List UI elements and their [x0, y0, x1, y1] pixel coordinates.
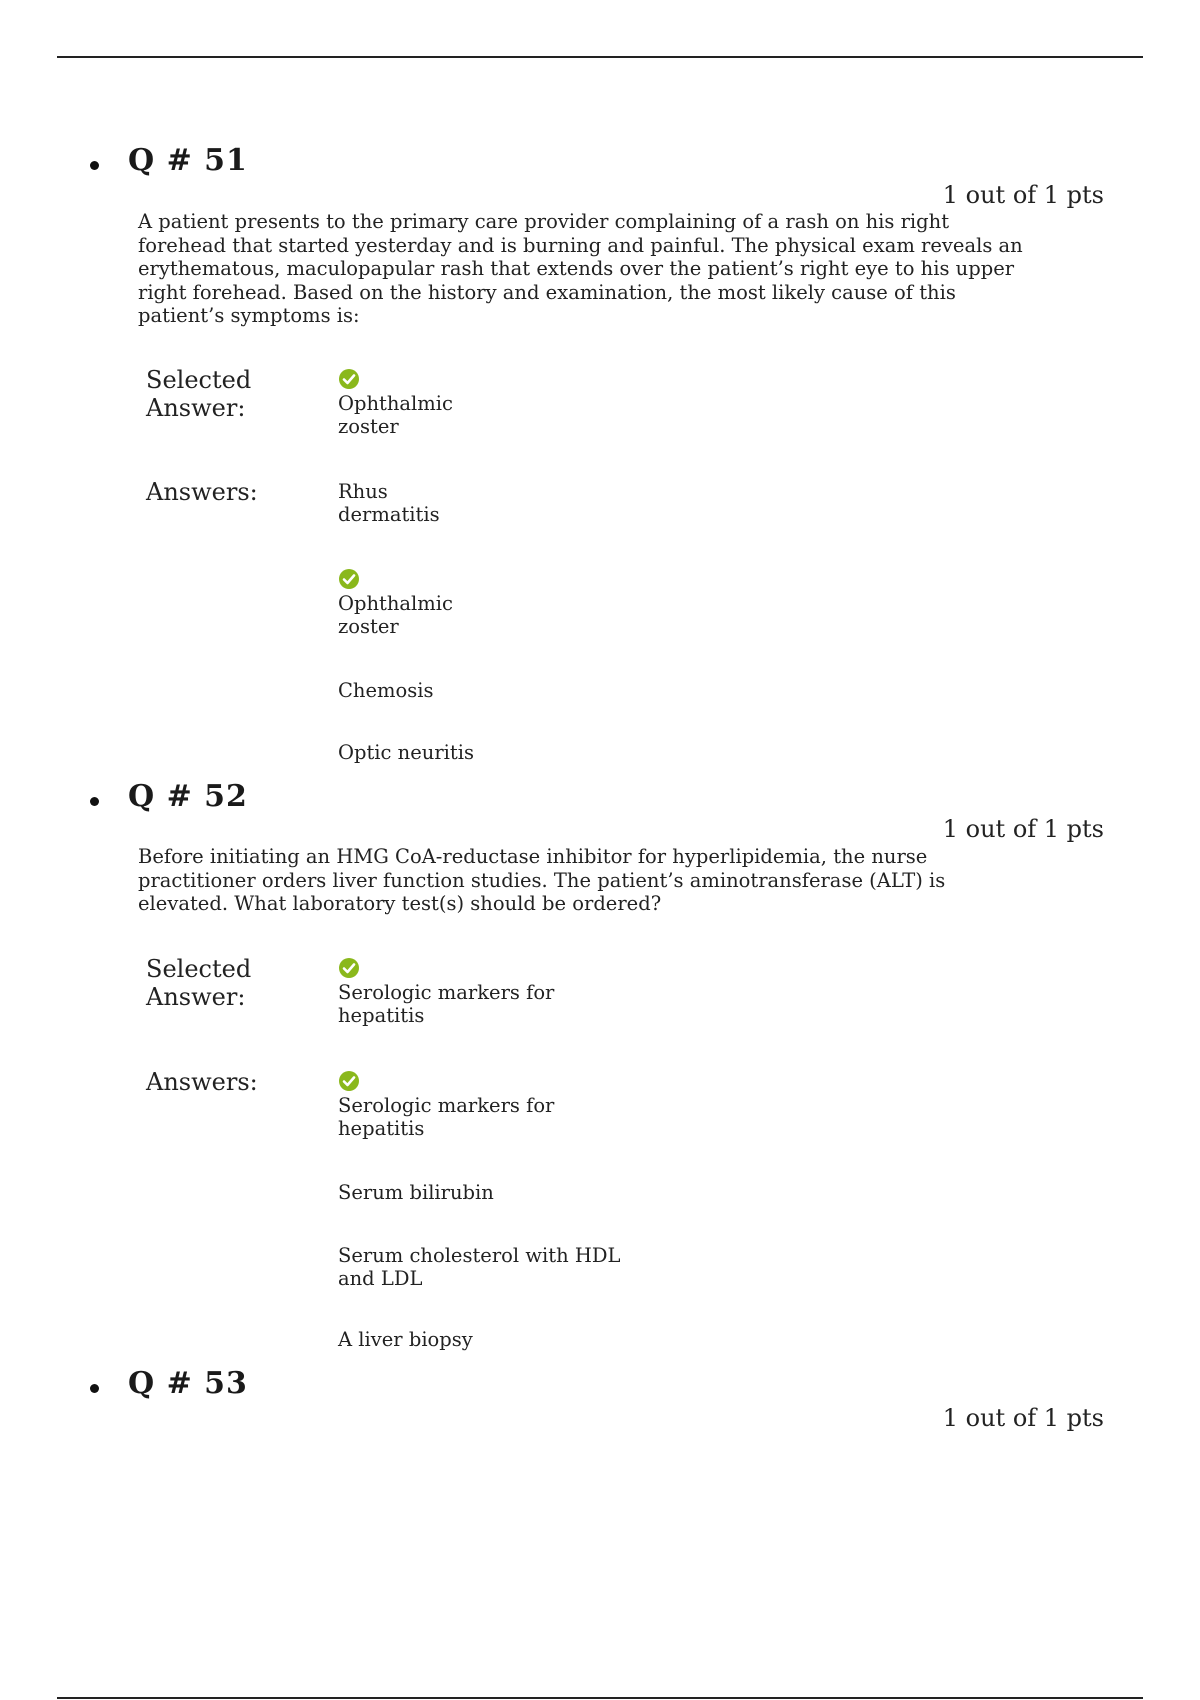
- question-text: A patient presents to the primary care provider complaining of a rash on his right forehead that started yesterday and is burning and painful. The physical exam reveals an erythematous, maculopapular rash that extends over the patient’s right eye to his upper right forehead. Based on the history and examination, the most likely cause of this patient’s symptoms is:: [138, 210, 1023, 327]
- answer-option: Serum bilirubin: [338, 1181, 494, 1204]
- points-label: 1 out of 1 pts: [942, 815, 1104, 843]
- question-title: Q # 53: [128, 1366, 248, 1401]
- top-rule: [57, 56, 1143, 58]
- answer-option-correct: [338, 568, 468, 638]
- selected-answer-text: Ophthalmic zoster: [338, 392, 453, 438]
- points-label: 1 out of 1 pts: [942, 181, 1104, 209]
- answer-option-correct: [338, 1070, 578, 1140]
- bullet: [90, 1384, 99, 1393]
- answer-option: Serum cholesterol with HDL and LDL: [338, 1244, 621, 1290]
- selected-answer-label: Selected Answer:: [146, 366, 252, 422]
- selected-answer-label: Selected Answer:: [146, 955, 252, 1011]
- question-title: Q # 52: [128, 779, 248, 814]
- bottom-rule: [57, 1697, 1143, 1699]
- answer-option-text: Serologic markers for hepatitis: [338, 1094, 555, 1140]
- bullet: [90, 797, 99, 806]
- selected-answer-text: Serologic markers for hepatitis: [338, 981, 555, 1027]
- question-text: Before initiating an HMG CoA-reductase inhibitor for hyperlipidemia, the nurse practitioner orders liver function studies. The patient’s aminotransferase (ALT) is elevated. What laboratory test(s) should be ordered?: [138, 845, 946, 915]
- check-circle-icon: [338, 1070, 360, 1092]
- answer-option: Rhus dermatitis: [338, 480, 440, 526]
- question-title: Q # 51: [128, 143, 248, 178]
- check-circle-icon: [338, 568, 360, 590]
- check-circle-icon: [338, 368, 360, 390]
- answers-label: Answers:: [146, 478, 258, 506]
- selected-answer: [338, 368, 468, 438]
- answer-option-text: Ophthalmic zoster: [338, 592, 453, 638]
- check-circle-icon: [338, 957, 360, 979]
- answer-option: Chemosis: [338, 679, 434, 702]
- answer-option: A liver biopsy: [338, 1328, 473, 1351]
- answers-label: Answers:: [146, 1068, 258, 1096]
- points-label: 1 out of 1 pts: [942, 1404, 1104, 1432]
- answer-option: Optic neuritis: [338, 741, 474, 764]
- selected-answer: [338, 957, 578, 1027]
- bullet: [90, 161, 99, 170]
